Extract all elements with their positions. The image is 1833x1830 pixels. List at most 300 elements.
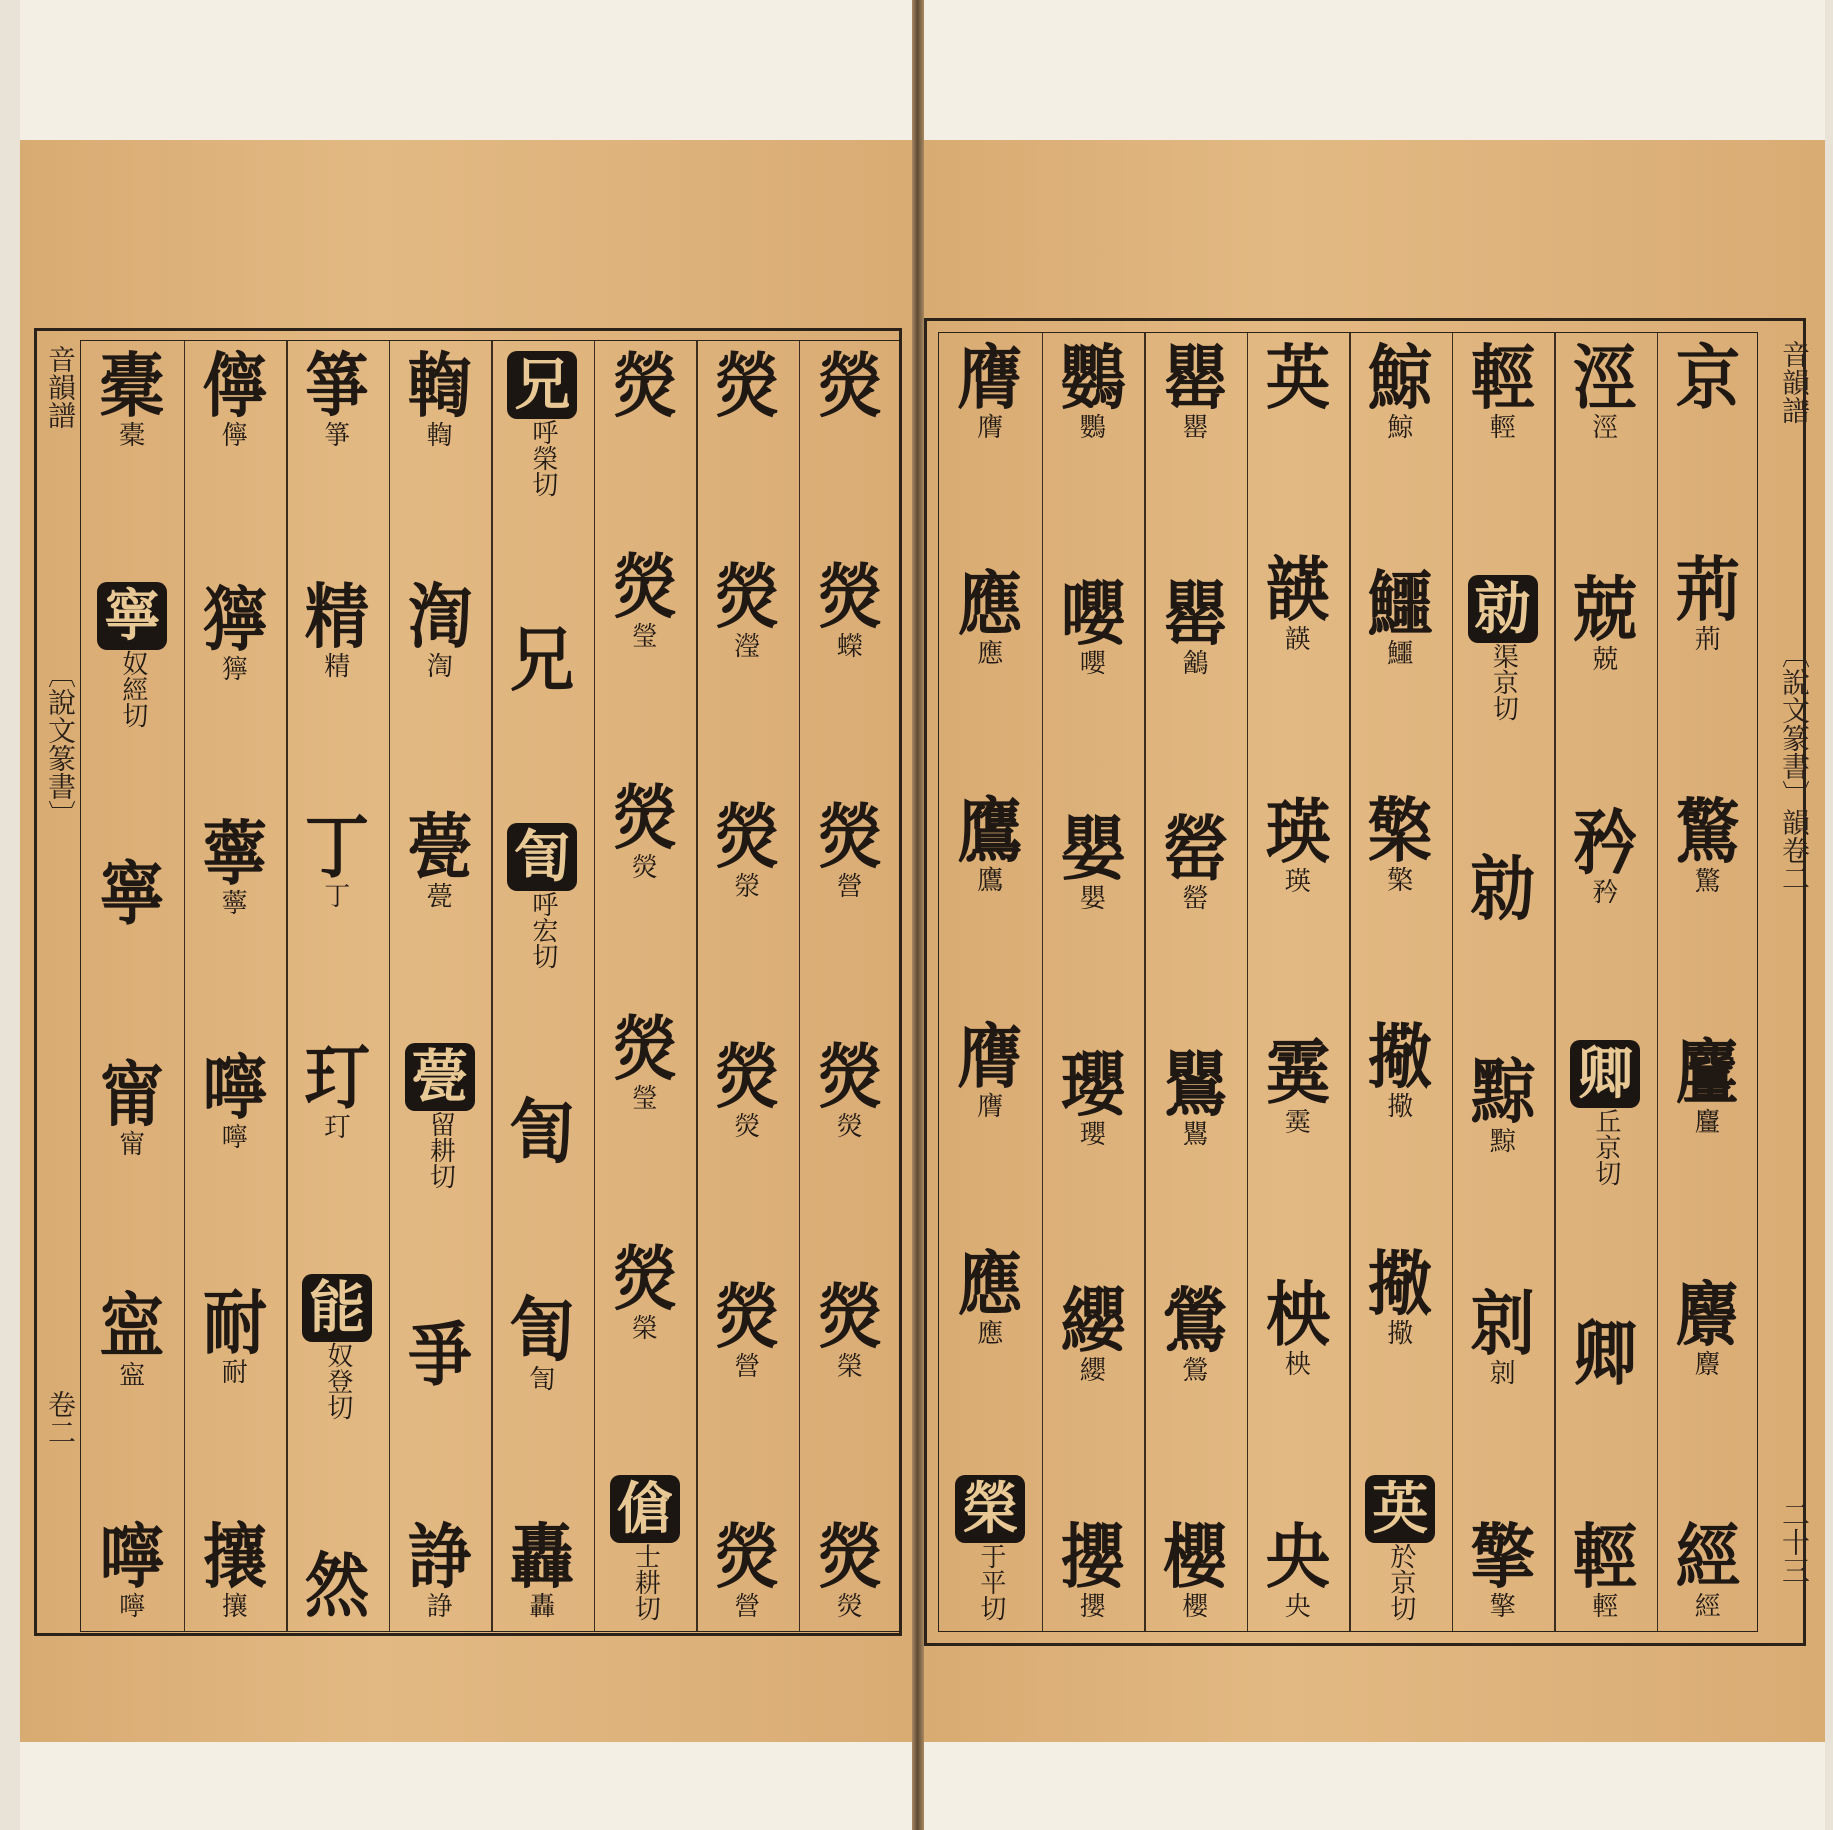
seal-script-character: 黥 [1470,1050,1535,1134]
character-entry [1468,1514,1538,1622]
character-entry [712,1034,782,1142]
seal-script-character: 荊 [1675,548,1740,632]
modern-character-gloss: 輕 [1489,413,1516,443]
modern-character-gloss: 嚀 [119,1591,146,1622]
seal-script-character: 經 [1675,1514,1740,1598]
right-page-column [1349,333,1452,1631]
column-divider [594,341,596,1631]
seal-script-character: 檠 [1368,788,1433,872]
boxed-head-character: 甍 [405,1043,475,1111]
left-page-column [594,341,697,1631]
character-entry [200,1514,270,1622]
seal-script-character: 罌 [1163,336,1228,419]
modern-character-gloss: 瑩 [631,622,658,653]
boxed-head-character: 寧 [97,582,167,650]
seal-script-character: 寍 [100,1284,165,1368]
seal-script-character: 甯 [100,1053,165,1137]
character-entry [1365,788,1435,896]
character-entry [1058,1278,1128,1386]
column-divider [1554,333,1556,1631]
seal-script-character: 熒 [715,1034,780,1118]
modern-character-gloss: 䳺 [1182,648,1209,679]
column-divider [1247,333,1249,1631]
character-entry [1673,1031,1743,1139]
character-entry [97,1053,167,1161]
seal-script-character: 英 [1265,336,1330,419]
modern-character-gloss: 瑩 [631,1083,658,1114]
modern-character-gloss: 甯 [119,1130,146,1161]
column-divider [491,341,493,1631]
character-entry [1263,1273,1333,1381]
character-entry [815,1514,885,1622]
character-entry [1058,1514,1128,1622]
seal-script-character: 耐 [202,1280,267,1364]
modern-character-gloss: 韺 [1284,625,1311,656]
modern-character-gloss: 榮 [631,1314,658,1345]
left-page-column [81,341,184,1631]
seal-script-character: 熒 [612,344,677,427]
seal-script-character: 嚀 [202,1046,267,1130]
modern-character-gloss: 熒 [836,1591,863,1622]
character-entry [405,344,475,451]
character-entry [1160,1514,1230,1622]
boxed-head-character: 卿 [1570,1040,1640,1108]
character-entry [1673,1514,1743,1622]
modern-character-gloss: 擏 [1387,1318,1414,1349]
seal-script-character: 熒 [715,344,780,427]
character-entry [1365,562,1435,670]
character-entry [1365,1475,1435,1621]
seal-script-character: 熒 [715,794,780,878]
seal-script-character: 訇 [510,1089,575,1173]
character-entry [1365,1015,1435,1123]
character-entry [200,812,270,920]
character-entry [302,1274,372,1420]
seal-script-character: 鱷 [1368,562,1433,646]
seal-script-character: 鶯 [1163,1278,1228,1362]
character-entry [955,1241,1025,1349]
seal-script-character: 丁 [305,805,370,889]
boxed-head-character: 兄 [507,351,577,419]
modern-character-gloss: 熒 [836,1111,863,1142]
seal-script-character: 勍 [1470,847,1535,931]
character-entry [1058,1043,1128,1151]
right-page-column [1554,333,1657,1631]
character-entry [1570,1514,1640,1622]
seal-script-character: 寧 [100,852,165,936]
character-entry [955,1015,1025,1123]
seal-script-character: 渹 [407,574,472,658]
seal-script-character: 熒 [817,1034,882,1118]
fanqie-annotation: 奴登切 [322,1341,353,1420]
modern-character-gloss: 瑛 [1284,866,1311,897]
character-entry [200,1280,270,1388]
modern-character-gloss: 鸚 [1079,413,1106,443]
modern-character-gloss: 橐 [119,421,146,451]
seal-script-character: 瑛 [1265,789,1330,873]
seal-script-character: 涇 [1573,336,1638,419]
boxed-head-character: 傖 [610,1475,680,1543]
seal-script-character: 熒 [817,1514,882,1598]
character-entry [97,344,167,451]
character-entry [1673,789,1743,897]
boxed-head-character: 榮 [955,1475,1025,1543]
modern-character-gloss: 訇 [529,1364,556,1395]
seal-script-character: 訇 [510,1287,575,1371]
seal-script-character: 嬰 [1060,807,1125,891]
seal-script-character: 罌 [1163,571,1228,655]
seal-script-character: 擏 [1368,1015,1433,1099]
column-divider [1042,333,1044,1631]
character-entry [405,1043,475,1189]
seal-script-character: 應 [958,1241,1023,1325]
seal-script-character: 攖 [1060,1514,1125,1598]
boxed-head-character: 能 [302,1274,372,1342]
seal-script-character: 熒 [715,1514,780,1598]
character-entry [1673,548,1743,656]
character-entry [1058,807,1128,915]
seal-script-character: 瓔 [1060,1043,1125,1127]
modern-character-gloss: 兢 [1592,645,1619,676]
modern-character-gloss: 營 [734,1351,761,1382]
modern-character-gloss: 矜 [1592,877,1619,908]
modern-character-gloss: 罌 [1182,413,1209,443]
seal-script-character: 嚶 [1060,571,1125,655]
seal-script-character: 輕 [1573,1514,1638,1598]
modern-character-gloss: 箏 [324,421,351,451]
right-page-column [1042,333,1145,1631]
modern-character-gloss: 儜 [221,421,248,451]
right-page-column [1144,333,1247,1631]
character-entry [302,1035,372,1143]
character-entry [1263,548,1333,656]
fanqie-annotation: 呼宏切 [527,890,558,969]
seal-script-character: 熒 [612,776,677,860]
modern-character-gloss: 麖 [1694,1350,1721,1381]
boxed-head-character: 英 [1365,1475,1435,1543]
character-entry [1673,1273,1743,1381]
seal-script-character: 鸚 [1060,336,1125,419]
character-entry [610,545,680,653]
character-entry [1160,336,1230,443]
modern-character-gloss: 丁 [324,882,351,913]
character-entry [507,1287,577,1395]
character-entry [1570,1040,1640,1186]
right-page-column [1452,333,1555,1631]
seal-script-character: 熒 [612,1237,677,1321]
seal-script-character: 膺 [958,1015,1023,1099]
character-entry [1468,847,1538,931]
right-page-column [1247,333,1350,1631]
character-entry [507,1514,577,1622]
character-entry [1570,336,1640,443]
column-divider [389,341,391,1631]
character-entry [1263,789,1333,897]
modern-character-gloss: 鱷 [1387,639,1414,670]
modern-character-gloss: 櫻 [1182,1591,1209,1622]
character-entry [1058,571,1128,679]
left-page-column [696,341,799,1631]
character-entry [1468,336,1538,443]
character-entry [1160,807,1230,915]
character-entry [200,578,270,686]
modern-character-gloss: 擏 [1387,1092,1414,1123]
modern-character-gloss: 諍 [426,1591,453,1622]
column-divider [1657,333,1659,1631]
character-entry [97,1284,167,1392]
seal-script-character: 玎 [305,1035,370,1119]
seal-script-character: 熒 [817,554,882,638]
modern-character-gloss: 薴 [221,889,248,920]
character-entry [815,1034,885,1142]
character-entry [610,1475,680,1621]
right-banxin-volume: 〔說文篆書〕韻卷二 [1778,640,1811,892]
seal-script-character: 韺 [1265,548,1330,632]
character-entry [712,1274,782,1382]
character-entry [405,574,475,682]
seal-script-character: 獰 [202,578,267,662]
modern-character-gloss: 嬰 [1079,884,1106,915]
modern-character-gloss: 獰 [221,655,248,686]
character-entry [97,1514,167,1622]
character-entry [1160,1043,1230,1151]
character-entry [1263,1031,1333,1139]
modern-character-gloss: 蠑 [836,631,863,662]
left-page-text-block [80,340,900,1632]
character-entry [712,344,782,427]
fanqie-annotation: 士耕切 [630,1542,661,1621]
modern-character-gloss: 輷 [426,421,453,451]
character-entry [1058,336,1128,443]
modern-character-gloss: 攖 [1079,1591,1106,1622]
seal-script-character: 爭 [407,1313,472,1397]
seal-script-character: 嚀 [100,1514,165,1598]
modern-character-gloss: 剠 [1489,1359,1516,1390]
seal-script-character: 箏 [305,344,370,427]
modern-character-gloss: 鷹 [977,865,1004,896]
left-page-column [389,341,492,1631]
modern-character-gloss: 央 [1284,1591,1311,1622]
modern-character-gloss: 纓 [1079,1355,1106,1386]
seal-script-character: 兄 [510,617,575,701]
seal-script-character: 輕 [1470,336,1535,419]
modern-character-gloss: 熒 [734,1111,761,1142]
seal-script-character: 驚 [1675,789,1740,873]
character-entry [1570,1311,1640,1395]
right-page [924,140,1825,1742]
modern-character-gloss: 麠 [1694,1108,1721,1139]
seal-script-character: 霙 [1265,1031,1330,1115]
character-entry [1160,1278,1230,1386]
fanqie-annotation: 留耕切 [425,1110,456,1189]
modern-character-gloss: 渹 [426,651,453,682]
modern-character-gloss: 擎 [1489,1591,1516,1622]
seal-script-character: 攘 [202,1514,267,1598]
fanqie-annotation: 渠京切 [1488,643,1519,722]
modern-character-gloss: 涇 [1592,413,1619,443]
column-divider [1452,333,1454,1631]
character-entry [955,562,1025,670]
seal-script-character: 薴 [202,812,267,896]
character-entry [1570,568,1640,676]
fanqie-annotation: 呼榮切 [527,419,558,497]
seal-script-character: 輷 [407,344,472,427]
character-entry [712,554,782,662]
boxed-head-character: 訇 [507,823,577,891]
fanqie-annotation: 丘京切 [1590,1107,1621,1186]
character-entry [1673,336,1743,419]
seal-script-character: 熒 [612,545,677,629]
character-entry [610,1006,680,1114]
character-entry [405,1514,475,1622]
modern-character-gloss: 瓔 [1079,1120,1106,1151]
modern-character-gloss: 柍 [1284,1350,1311,1381]
character-entry [610,1237,680,1345]
character-entry [712,1514,782,1622]
modern-character-gloss: 瀅 [734,631,761,662]
character-entry [507,1089,577,1173]
column-divider [799,341,801,1631]
character-entry [815,1274,885,1382]
modern-character-gloss: 營 [734,1591,761,1622]
seal-script-character: 然 [305,1543,370,1627]
character-entry [955,788,1025,896]
character-entry [302,1543,372,1627]
right-page-column [1657,333,1760,1631]
column-divider [1349,333,1351,1631]
seal-script-character: 剠 [1470,1282,1535,1366]
modern-character-gloss: 玎 [324,1112,351,1143]
left-banxin-title: 音韻譜 [44,345,77,429]
seal-script-character: 纓 [1060,1278,1125,1362]
modern-character-gloss: 榮 [836,1351,863,1382]
character-entry [610,344,680,427]
right-banxin-title: 音韻譜 [1778,340,1811,424]
character-entry [815,794,885,902]
character-entry [1263,1514,1333,1622]
seal-script-character: 熒 [817,344,882,427]
character-entry [1570,800,1640,908]
left-page [20,140,912,1742]
left-page-column [286,341,389,1631]
modern-character-gloss: 攘 [221,1591,248,1622]
modern-character-gloss: 嚶 [1079,648,1106,679]
modern-character-gloss: 轟 [529,1591,556,1622]
seal-script-character: 罃 [1163,807,1228,891]
seal-script-character: 鯨 [1368,336,1433,419]
modern-character-gloss: 耐 [221,1357,248,1388]
character-entry [1468,575,1538,721]
modern-character-gloss: 營 [836,871,863,902]
seal-script-character: 甍 [407,805,472,889]
modern-character-gloss: 驚 [1694,866,1721,897]
character-entry [1365,336,1435,443]
seal-script-character: 鷹 [958,788,1023,872]
modern-character-gloss: 經 [1694,1591,1721,1622]
modern-character-gloss: 檠 [1387,865,1414,896]
column-divider [184,341,186,1631]
seal-script-character: 京 [1675,336,1740,419]
column-divider [286,341,288,1631]
modern-character-gloss: 寍 [119,1361,146,1392]
character-entry [507,617,577,701]
modern-character-gloss: 霙 [1284,1108,1311,1139]
character-entry [610,776,680,884]
seal-script-character: 膺 [958,336,1023,419]
modern-character-gloss: 甍 [426,882,453,913]
modern-character-gloss: 膺 [977,413,1004,443]
seal-script-character: 轟 [510,1514,575,1598]
seal-script-character: 柍 [1265,1273,1330,1357]
modern-character-gloss: 精 [324,651,351,682]
seal-script-character: 櫻 [1163,1514,1228,1598]
character-entry [405,805,475,913]
seal-script-character: 麠 [1675,1031,1740,1115]
character-entry [1263,336,1333,419]
seal-script-character: 熒 [715,1274,780,1358]
seal-script-character: 鸎 [1163,1043,1228,1127]
seal-script-character: 熒 [612,1006,677,1090]
seal-script-character: 卿 [1573,1311,1638,1395]
fanqie-annotation: 于平切 [975,1542,1006,1621]
character-entry [815,554,885,662]
seal-script-character: 橐 [100,344,165,427]
right-banxin-page: 二十三 [1778,1500,1811,1584]
left-banxin-page: 卷二 [44,1390,77,1446]
character-entry [712,794,782,902]
character-entry [955,1475,1025,1621]
seal-script-character: 精 [305,574,370,658]
seal-script-character: 矜 [1573,800,1638,884]
seal-script-character: 熒 [715,554,780,638]
character-entry [200,1046,270,1154]
character-entry [815,344,885,427]
character-entry [302,574,372,682]
column-divider [1144,333,1146,1631]
character-entry [1365,1241,1435,1349]
fanqie-annotation: 奴經切 [117,649,148,728]
seal-script-character: 擏 [1368,1241,1433,1325]
seal-script-character: 諍 [407,1514,472,1598]
fanqie-annotation: 於京切 [1385,1542,1416,1621]
right-page-column [939,333,1042,1631]
seal-script-character: 應 [958,562,1023,646]
right-page-text-block [938,332,1758,1632]
modern-character-gloss: 應 [977,1318,1004,1349]
character-entry [507,351,577,497]
modern-character-gloss: 膺 [977,1092,1004,1123]
modern-character-gloss: 熒 [631,853,658,884]
seal-script-character: 兢 [1573,568,1638,652]
character-entry [1468,1050,1538,1158]
seal-script-character: 熒 [817,794,882,878]
modern-character-gloss: 輕 [1592,1591,1619,1622]
modern-character-gloss: 罃 [1182,884,1209,915]
modern-character-gloss: 滎 [734,871,761,902]
modern-character-gloss: 鯨 [1387,413,1414,443]
modern-character-gloss: 鶯 [1182,1355,1209,1386]
modern-character-gloss: 黥 [1489,1127,1516,1158]
modern-character-gloss: 嚀 [221,1123,248,1154]
left-banxin-volume: 〔說文篆書〕 [44,660,77,828]
character-entry [955,336,1025,443]
boxed-head-character: 勍 [1468,575,1538,643]
character-entry [405,1313,475,1397]
character-entry [302,344,372,451]
column-divider [696,341,698,1631]
character-entry [97,852,167,936]
character-entry [302,805,372,913]
